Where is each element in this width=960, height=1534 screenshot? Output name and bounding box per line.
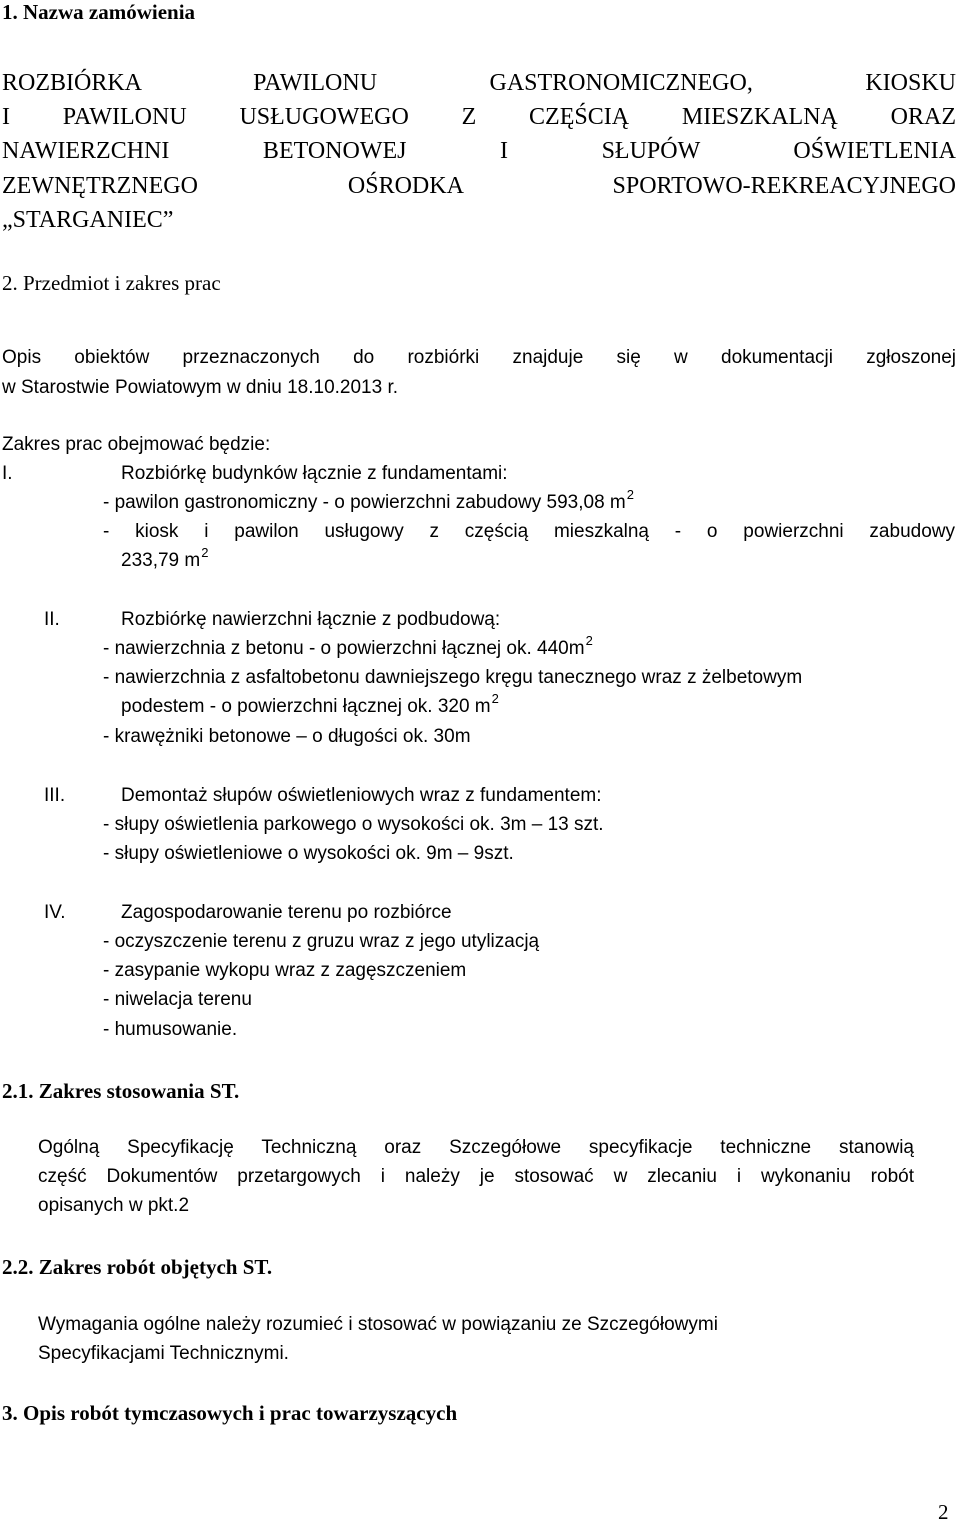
section-3-heading: 3. Opis robót tymczasowych i prac towarzyszących xyxy=(2,1401,458,1425)
item-4-line-3: - niwelacja terenu xyxy=(103,989,252,1010)
item-3-title: Demontaż słupów oświetleniowych wraz z fundamentem: xyxy=(121,785,602,806)
item-4-line-4: - humusowanie. xyxy=(103,1019,238,1040)
item-2-numeral: II. xyxy=(44,609,60,630)
section-2-1-line-2: część Dokumentów przetargowych i należy je stosować w zlecaniu i wykonaniu robót xyxy=(38,1166,914,1187)
item-2-line-1: - nawierzchnia z betonu - o powierzchni łącznej ok. $440m^2$ xyxy=(103,633,593,659)
item-1-line-1: - pawilon gastronomiczny - o powierzchni zabudowy 593,08 $m^2$ xyxy=(103,487,634,513)
section-2-intro-line-2: w Starostwie Powiatowym w dniu 18.10.2013 r. xyxy=(2,377,399,398)
item-2-title: Rozbiórkę nawierzchni łącznie z podbudową: xyxy=(121,609,501,630)
section-1-heading: 1. Nazwa zamówienia xyxy=(2,0,196,24)
item-1-title: Rozbiórkę budynków łącznie z fundamentami: xyxy=(121,463,508,484)
section-2-1-line-3: opisanych w pkt.2 xyxy=(38,1195,190,1216)
item-1-line-3: 233,79 $m^2$ xyxy=(121,545,209,571)
order-title-line-1: ROZBIÓRKA PAWILONU GASTRONOMICZNEGO, KIOSKU xyxy=(2,70,956,96)
item-4-numeral: IV. xyxy=(44,902,66,923)
item-2-line-2: - nawierzchnia z asfaltobetonu dawniejszego kręgu tanecznego wraz z żelbetowym xyxy=(103,667,803,688)
item-2-line-4: - krawężniki betonowe – o długości ok. 30m xyxy=(103,726,471,747)
page-number: 2 xyxy=(938,1500,949,1524)
section-2-heading: 2. Przedmiot i zakres prac xyxy=(2,271,221,295)
item-4-title: Zagospodarowanie terenu po rozbiórce xyxy=(121,902,452,923)
item-2-line-3: podestem - o powierzchni łącznej ok. 320 $m^2$ xyxy=(121,691,499,717)
order-title-line-3: NAWIERZCHNI BETONOWEJ I SŁUPÓW OŚWIETLENIA xyxy=(2,138,956,164)
item-3-line-2: - słupy oświetleniowe o wysokości ok. 9m – 9szt. xyxy=(103,843,514,864)
section-2-1-heading: 2.1. Zakres stosowania ST. xyxy=(2,1079,240,1103)
section-2-1-line-1: Ogólną Specyfikację Techniczną oraz Szczegółowe specyfikacje techniczne stanowią xyxy=(38,1137,914,1158)
item-3-numeral: III. xyxy=(44,785,66,806)
item-4-line-2: - zasypanie wykopu wraz z zagęszczeniem xyxy=(103,960,467,981)
scope-label: Zakres prac obejmować będzie: xyxy=(2,434,271,455)
order-title-line-4: ZEWNĘTRZNEGO OŚRODKA SPORTOWO-REKREACYJNEGO xyxy=(2,173,956,199)
section-2-2-line-1: Wymagania ogólne należy rozumieć i stosować w powiązaniu ze Szczegółowymi xyxy=(38,1314,718,1335)
order-title-line-2: I PAWILONU USŁUGOWEGO Z CZĘŚCIĄ MIESZKALNĄ ORAZ xyxy=(2,104,956,130)
order-title-line-5: „STARGANIEC” xyxy=(2,207,174,233)
item-1-line-2: - kiosk i pawilon usługowy z częścią mieszkalną - o powierzchni zabudowy xyxy=(103,521,955,542)
item-1-numeral: I. xyxy=(2,463,13,484)
section-2-2-heading: 2.2. Zakres robót objętych ST. xyxy=(2,1255,273,1279)
section-2-intro-line-1: Opis obiektów przeznaczonych do rozbiórki znajduje się w dokumentacji zgłoszonej xyxy=(2,347,956,368)
item-4-line-1: - oczyszczenie terenu z gruzu wraz z jego utylizacją xyxy=(103,931,540,952)
section-2-2-line-2: Specyfikacjami Technicznymi. xyxy=(38,1343,289,1364)
item-3-line-1: - słupy oświetlenia parkowego o wysokości ok. 3m – 13 szt. xyxy=(103,814,604,835)
